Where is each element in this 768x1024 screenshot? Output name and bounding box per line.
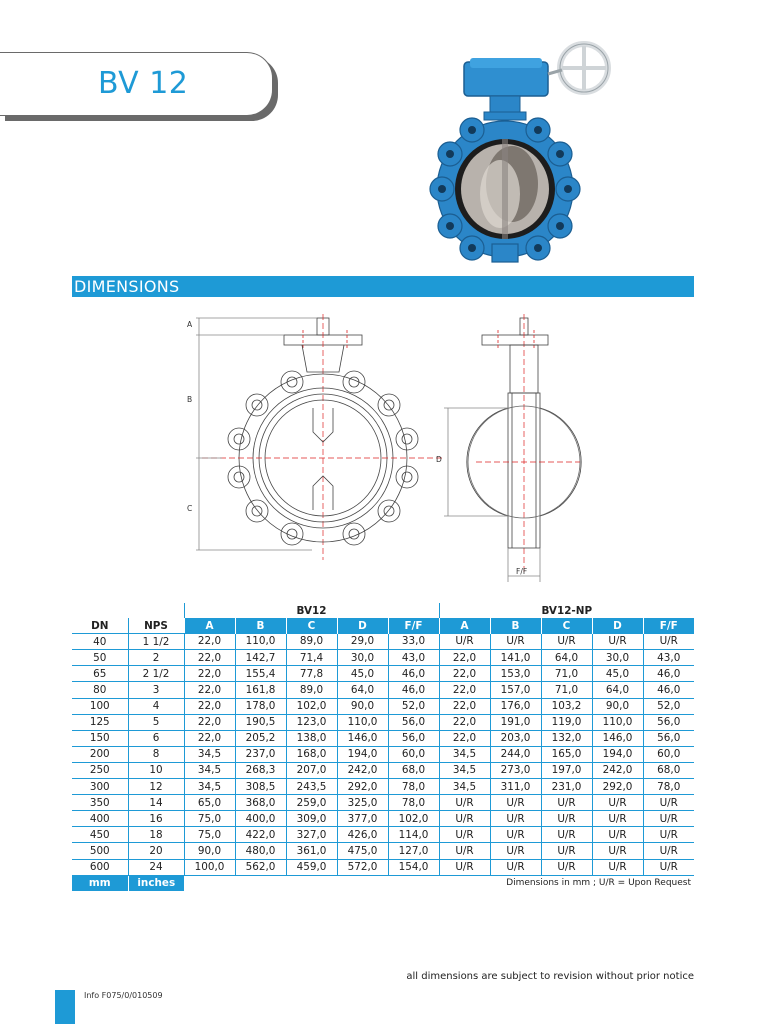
table-row — [72, 779, 694, 795]
title-tab — [0, 52, 273, 116]
table-cell: 244,0 — [490, 746, 541, 762]
table-cell: U/R — [490, 811, 541, 827]
table-cell: 22,0 — [439, 650, 490, 666]
table-cell: 191,0 — [490, 714, 541, 730]
table-cell: U/R — [541, 859, 592, 875]
table-cell: U/R — [439, 811, 490, 827]
table-cell: 110,0 — [235, 634, 286, 650]
table-cell: 65 — [72, 666, 128, 682]
table-cell: 194,0 — [337, 746, 388, 762]
unit-nps: inches — [128, 875, 184, 891]
table-cell: 110,0 — [337, 714, 388, 730]
table-cell: U/R — [643, 843, 694, 859]
table-cell: 71,0 — [541, 682, 592, 698]
table-row — [72, 859, 694, 875]
table-cell: 65,0 — [184, 795, 235, 811]
table-cell: U/R — [541, 843, 592, 859]
table-cell: 68,0 — [643, 762, 694, 778]
table-cell: 77,8 — [286, 666, 337, 682]
column-header: D — [592, 618, 643, 634]
table-cell: 259,0 — [286, 795, 337, 811]
table-cell: 24 — [128, 859, 184, 875]
table-cell: U/R — [541, 811, 592, 827]
table-cell: 203,0 — [490, 730, 541, 746]
table-cell: 154,0 — [388, 859, 439, 875]
table-cell: 205,2 — [235, 730, 286, 746]
table-cell: 327,0 — [286, 827, 337, 843]
table-cell: 90,0 — [184, 843, 235, 859]
table-cell: 14 — [128, 795, 184, 811]
table-cell: U/R — [490, 795, 541, 811]
table-cell: 500 — [72, 843, 128, 859]
table-cell: 34,5 — [184, 746, 235, 762]
table-cell: 34,5 — [439, 762, 490, 778]
table-cell: U/R — [592, 827, 643, 843]
table-cell: 22,0 — [184, 698, 235, 714]
table-cell: 311,0 — [490, 779, 541, 795]
table-cell: 90,0 — [592, 698, 643, 714]
dim-label-b: B — [187, 395, 193, 404]
table-cell: 64,0 — [541, 650, 592, 666]
table-cell: 22,0 — [184, 682, 235, 698]
table-cell: 572,0 — [337, 859, 388, 875]
table-cell: 43,0 — [388, 650, 439, 666]
table-cell: U/R — [439, 843, 490, 859]
table-cell: 78,0 — [388, 795, 439, 811]
group-header-bv12-np: BV12-NP — [439, 603, 694, 618]
table-cell: 480,0 — [235, 843, 286, 859]
table-cell: 34,5 — [439, 779, 490, 795]
table-cell: 165,0 — [541, 746, 592, 762]
table-cell: 78,0 — [643, 779, 694, 795]
table-cell: 100,0 — [184, 859, 235, 875]
dim-label-c: C — [187, 504, 193, 513]
table-row — [72, 811, 694, 827]
table-cell: 20 — [128, 843, 184, 859]
table-cell: 34,5 — [184, 779, 235, 795]
table-cell: U/R — [490, 843, 541, 859]
table-cell: 242,0 — [592, 762, 643, 778]
product-title: BV 12 — [98, 66, 189, 101]
table-row — [72, 762, 694, 778]
table-cell: 2 1/2 — [128, 666, 184, 682]
table-cell: 114,0 — [388, 827, 439, 843]
table-cell: 22,0 — [184, 634, 235, 650]
table-cell: U/R — [541, 634, 592, 650]
table-cell: U/R — [643, 795, 694, 811]
table-cell: 146,0 — [592, 730, 643, 746]
table-row — [72, 634, 694, 650]
table-cell: 123,0 — [286, 714, 337, 730]
table-cell: 125 — [72, 714, 128, 730]
table-cell: 5 — [128, 714, 184, 730]
table-cell: U/R — [592, 811, 643, 827]
table-row — [72, 843, 694, 859]
table-cell: 292,0 — [337, 779, 388, 795]
table-cell: 242,0 — [337, 762, 388, 778]
table-row — [72, 730, 694, 746]
table-cell: U/R — [643, 634, 694, 650]
table-cell: 268,3 — [235, 762, 286, 778]
table-row — [72, 698, 694, 714]
table-cell: 102,0 — [388, 811, 439, 827]
table-cell: 141,0 — [490, 650, 541, 666]
table-cell: 56,0 — [388, 730, 439, 746]
table-cell: 361,0 — [286, 843, 337, 859]
table-row — [72, 682, 694, 698]
table-cell: 273,0 — [490, 762, 541, 778]
table-row — [72, 666, 694, 682]
column-header-row — [72, 618, 694, 634]
table-cell: U/R — [592, 859, 643, 875]
table-cell: 2 — [128, 650, 184, 666]
column-header: F/F — [388, 618, 439, 634]
column-header: C — [286, 618, 337, 634]
table-cell: 30,0 — [337, 650, 388, 666]
table-cell: 78,0 — [388, 779, 439, 795]
table-cell: 90,0 — [337, 698, 388, 714]
table-cell: 34,5 — [184, 762, 235, 778]
table-cell: 600 — [72, 859, 128, 875]
table-cell: U/R — [592, 634, 643, 650]
table-cell: 197,0 — [541, 762, 592, 778]
table-cell: 400 — [72, 811, 128, 827]
table-cell: 132,0 — [541, 730, 592, 746]
table-cell: 60,0 — [388, 746, 439, 762]
table-cell: 150 — [72, 730, 128, 746]
table-cell: 161,8 — [235, 682, 286, 698]
table-cell: 22,0 — [184, 730, 235, 746]
table-cell: 237,0 — [235, 746, 286, 762]
table-cell: 1 1/2 — [128, 634, 184, 650]
column-header: A — [439, 618, 490, 634]
table-cell: 562,0 — [235, 859, 286, 875]
table-cell: 33,0 — [388, 634, 439, 650]
table-cell: 56,0 — [643, 714, 694, 730]
dim-label-a: A — [187, 320, 193, 329]
column-header: NPS — [128, 618, 184, 634]
table-cell: 309,0 — [286, 811, 337, 827]
table-cell: 22,0 — [439, 666, 490, 682]
table-cell: U/R — [541, 827, 592, 843]
table-cell: U/R — [643, 827, 694, 843]
table-cell: U/R — [643, 811, 694, 827]
group-header-row — [72, 603, 694, 618]
table-note: Dimensions in mm ; U/R = Upon Request — [506, 878, 691, 889]
table-cell: U/R — [439, 827, 490, 843]
table-cell: 207,0 — [286, 762, 337, 778]
group-header-bv12: BV12 — [184, 603, 439, 618]
table-cell: 176,0 — [490, 698, 541, 714]
table-cell: 16 — [128, 811, 184, 827]
table-cell: 100 — [72, 698, 128, 714]
table-cell: 4 — [128, 698, 184, 714]
table-cell: 168,0 — [286, 746, 337, 762]
table-cell: U/R — [643, 859, 694, 875]
table-cell: 153,0 — [490, 666, 541, 682]
table-cell: 46,0 — [388, 666, 439, 682]
revision-notice: all dimensions are subject to revision without prior notice — [406, 971, 694, 982]
table-cell: 22,0 — [439, 714, 490, 730]
table-cell: 75,0 — [184, 811, 235, 827]
table-cell: 46,0 — [388, 682, 439, 698]
table-row — [72, 795, 694, 811]
dimensions-table — [72, 603, 694, 891]
table-cell: 325,0 — [337, 795, 388, 811]
column-header: D — [337, 618, 388, 634]
table-cell: 308,5 — [235, 779, 286, 795]
table-cell: 138,0 — [286, 730, 337, 746]
table-cell: 155,4 — [235, 666, 286, 682]
table-cell: 194,0 — [592, 746, 643, 762]
table-cell: 22,0 — [439, 682, 490, 698]
units-row — [72, 875, 694, 891]
table-row — [72, 746, 694, 762]
table-cell: 243,5 — [286, 779, 337, 795]
table-cell: 18 — [128, 827, 184, 843]
table-cell: 12 — [128, 779, 184, 795]
table-cell: 102,0 — [286, 698, 337, 714]
dim-label-ff: F/F — [516, 567, 528, 576]
column-header: DN — [72, 618, 128, 634]
table-cell: 30,0 — [592, 650, 643, 666]
table-cell: 300 — [72, 779, 128, 795]
table-cell: 71,4 — [286, 650, 337, 666]
table-cell: 22,0 — [184, 714, 235, 730]
valve-photo — [420, 34, 616, 266]
table-cell: 142,7 — [235, 650, 286, 666]
table-cell: 45,0 — [592, 666, 643, 682]
technical-drawing — [182, 310, 602, 590]
table-cell: 68,0 — [388, 762, 439, 778]
table-cell: 34,5 — [439, 746, 490, 762]
table-cell: 40 — [72, 634, 128, 650]
table-cell: 89,0 — [286, 634, 337, 650]
table-cell: 56,0 — [643, 730, 694, 746]
table-cell: 46,0 — [643, 682, 694, 698]
column-header: B — [235, 618, 286, 634]
table-cell: 157,0 — [490, 682, 541, 698]
table-cell: 60,0 — [643, 746, 694, 762]
table-cell: 231,0 — [541, 779, 592, 795]
unit-dn: mm — [72, 875, 128, 891]
table-cell: 200 — [72, 746, 128, 762]
table-cell: 43,0 — [643, 650, 694, 666]
footer-accent-bar — [55, 990, 75, 1024]
table-cell: 89,0 — [286, 682, 337, 698]
table-cell: 8 — [128, 746, 184, 762]
column-header: C — [541, 618, 592, 634]
dim-label-d: D — [436, 455, 442, 464]
table-cell: 250 — [72, 762, 128, 778]
table-cell: 71,0 — [541, 666, 592, 682]
column-header: A — [184, 618, 235, 634]
table-cell: 475,0 — [337, 843, 388, 859]
table-cell: 56,0 — [388, 714, 439, 730]
table-cell: 10 — [128, 762, 184, 778]
table-cell: 127,0 — [388, 843, 439, 859]
table-cell: 450 — [72, 827, 128, 843]
table-cell: 52,0 — [388, 698, 439, 714]
table-cell: 103,2 — [541, 698, 592, 714]
table-cell: 119,0 — [541, 714, 592, 730]
table-cell: 6 — [128, 730, 184, 746]
table-cell: 190,5 — [235, 714, 286, 730]
table-cell: 29,0 — [337, 634, 388, 650]
table-cell: U/R — [439, 634, 490, 650]
table-cell: 45,0 — [337, 666, 388, 682]
table-cell: 22,0 — [184, 650, 235, 666]
table-cell: 22,0 — [439, 698, 490, 714]
table-cell: 178,0 — [235, 698, 286, 714]
table-cell: U/R — [439, 795, 490, 811]
document-code: Info F075/0/010509 — [84, 991, 163, 1000]
table-cell: 146,0 — [337, 730, 388, 746]
table-row — [72, 650, 694, 666]
section-heading: DIMENSIONS — [74, 277, 180, 296]
table-cell: U/R — [541, 795, 592, 811]
table-cell: 3 — [128, 682, 184, 698]
table-cell: 459,0 — [286, 859, 337, 875]
table-row — [72, 714, 694, 730]
table-cell: 80 — [72, 682, 128, 698]
table-cell: 426,0 — [337, 827, 388, 843]
table-cell: U/R — [592, 795, 643, 811]
table-cell: U/R — [490, 634, 541, 650]
table-cell: 46,0 — [643, 666, 694, 682]
table-cell: U/R — [439, 859, 490, 875]
table-cell: U/R — [490, 859, 541, 875]
table-cell: 22,0 — [184, 666, 235, 682]
column-header: F/F — [643, 618, 694, 634]
table-cell: 64,0 — [592, 682, 643, 698]
table-cell: U/R — [490, 827, 541, 843]
table-cell: 22,0 — [439, 730, 490, 746]
column-header: B — [490, 618, 541, 634]
table-cell: 377,0 — [337, 811, 388, 827]
table-cell: 422,0 — [235, 827, 286, 843]
table-cell: 400,0 — [235, 811, 286, 827]
table-cell: 368,0 — [235, 795, 286, 811]
table-row — [72, 827, 694, 843]
table-cell: 110,0 — [592, 714, 643, 730]
table-cell: 50 — [72, 650, 128, 666]
section-heading-bar — [72, 276, 694, 297]
table-cell: 350 — [72, 795, 128, 811]
table-cell: U/R — [592, 843, 643, 859]
table-cell: 52,0 — [643, 698, 694, 714]
table-cell: 64,0 — [337, 682, 388, 698]
table-cell: 292,0 — [592, 779, 643, 795]
table-cell: 75,0 — [184, 827, 235, 843]
